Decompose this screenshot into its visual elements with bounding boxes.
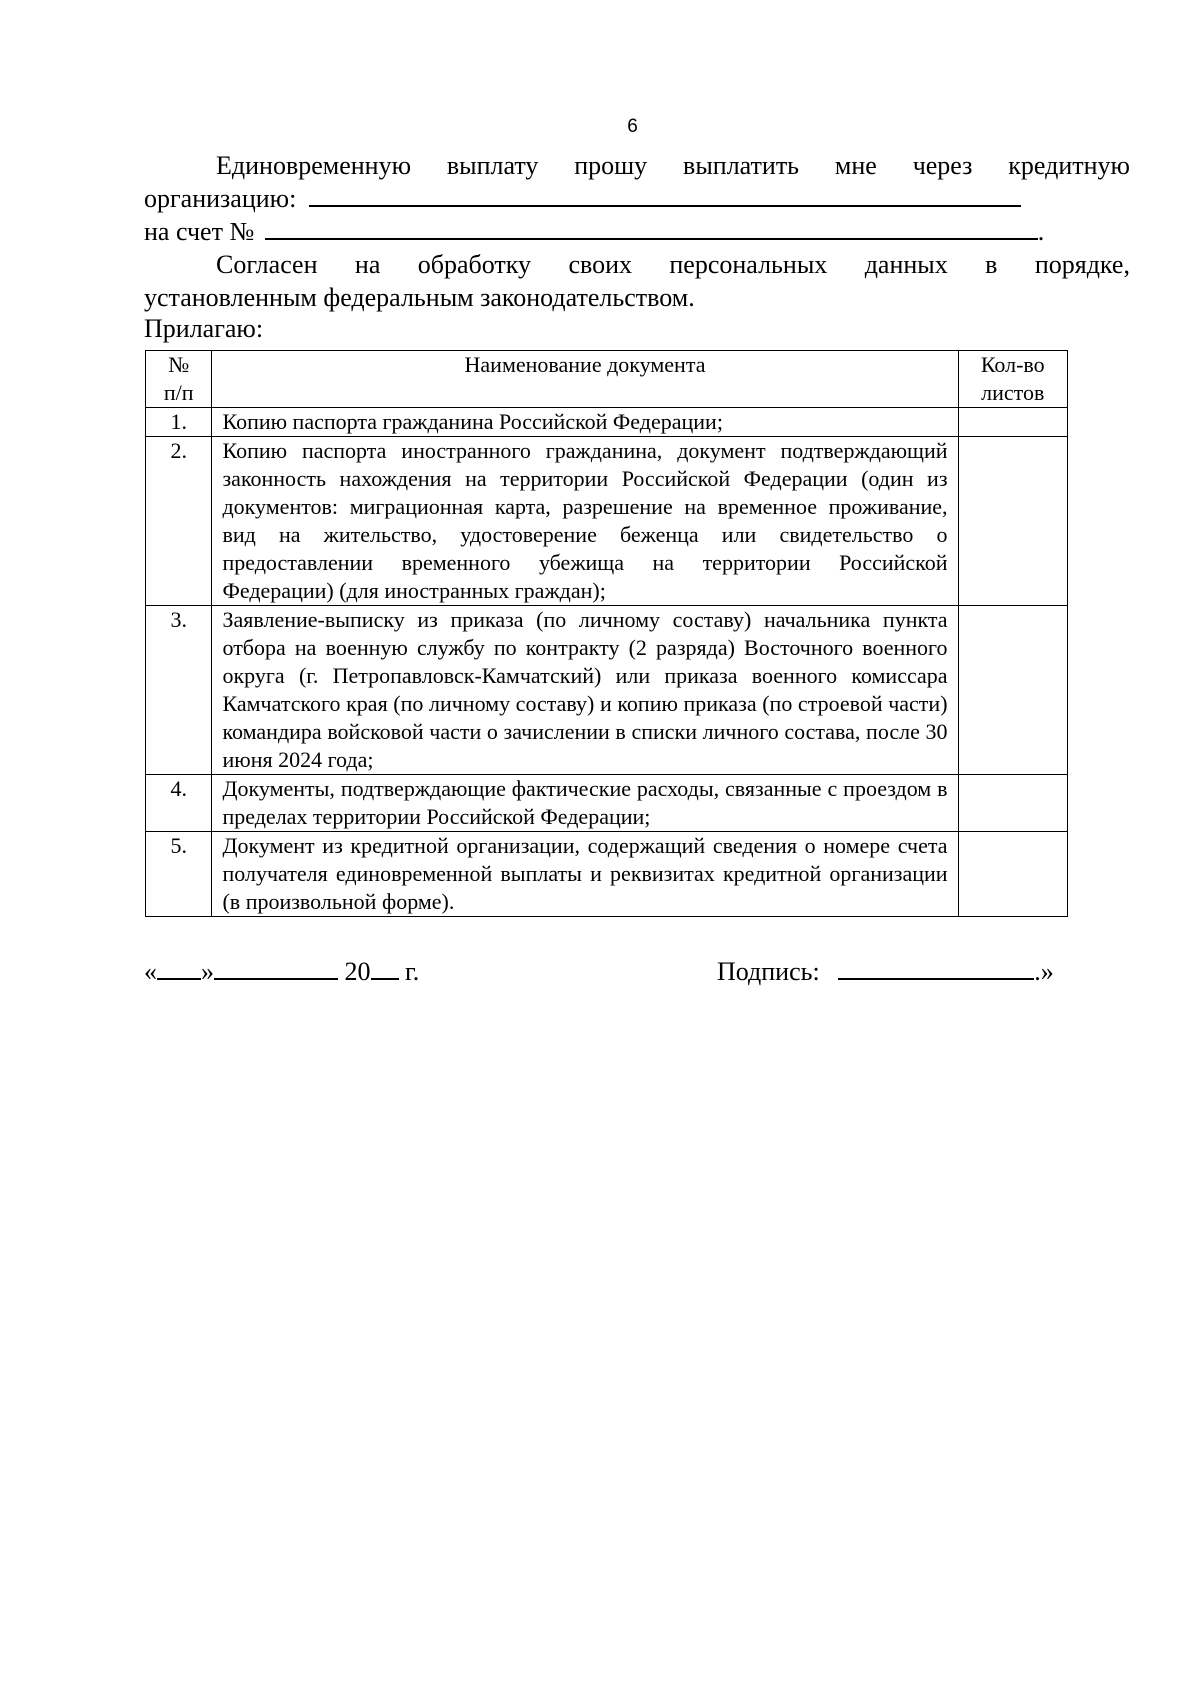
consent-line-2: установленным федеральным законодательством. [144, 283, 695, 312]
signature-line [717, 956, 1054, 988]
word: персональных [669, 250, 828, 279]
table-row [146, 832, 1068, 917]
word: через [912, 151, 973, 180]
open-quote: « [144, 957, 157, 986]
row-number: 2. [146, 437, 212, 606]
word: Единовременную [216, 151, 411, 180]
row-number: 1. [146, 408, 212, 437]
month-field[interactable] [214, 956, 338, 980]
row-number: 3. [146, 606, 212, 775]
word: своих [568, 250, 632, 279]
organization-line [144, 183, 1130, 215]
row-document-name: Копию паспорта иностранного гражданина, документ подтверждающий законность нахождения на территории Российской Федерации (один из документов: миграционная карта, разрешение на временное проживание, вид на жительство, удостоверение беженца или свидетельство о предоставлении временного убежища на территории Российской Федерации) (для иностранных граждан); [212, 437, 958, 606]
row-document-name: Копию паспорта гражданина Российской Федерации; [212, 408, 958, 437]
word: обработку [417, 250, 532, 279]
year-prefix: 20 [344, 957, 371, 986]
consent-line [216, 249, 1130, 281]
word: выплатить [683, 151, 800, 180]
day-field[interactable] [157, 956, 201, 980]
word: данных [864, 250, 948, 279]
attachments-table [145, 350, 1068, 917]
close-quote: » [201, 957, 214, 986]
signature-field[interactable] [838, 956, 1034, 980]
row-sheet-count[interactable] [958, 775, 1067, 832]
row-sheet-count[interactable] [958, 437, 1067, 606]
row-document-name: Документ из кредитной организации, содержащий сведения о номере счета получателя единовременной выплаты и реквизитах кредитной организации (в произвольной форме). [212, 832, 958, 917]
row-number: 4. [146, 775, 212, 832]
row-document-name: Заявление-выписку из приказа (по личному составу) начальника пункта отбора на военную службу по контракту (2 разряда) Восточного военного округа (г. Петропавловск-Камчатский) или приказа военного комиссара Камчатского края (по личному составу) и копию приказа (по строевой части) командира войсковой части о зачислении в списки личного состава, после 30 июня 2024 года; [212, 606, 958, 775]
signature-label: Подпись: [717, 957, 820, 986]
year-field[interactable] [371, 956, 399, 980]
word: порядке, [1034, 250, 1130, 279]
row-sheet-count[interactable] [958, 408, 1067, 437]
row-number: 5. [146, 832, 212, 917]
word: на [354, 250, 381, 279]
year-suffix: г. [405, 957, 420, 986]
table-row [146, 775, 1068, 832]
word: Согласен [216, 250, 318, 279]
word: в [985, 250, 998, 279]
row-sheet-count[interactable] [958, 832, 1067, 917]
table-row [146, 606, 1068, 775]
header-sheet-count: Кол-во листов [958, 351, 1067, 408]
account-number-field[interactable] [265, 216, 1038, 240]
payment-request-line [216, 150, 1130, 182]
table-row [146, 408, 1068, 437]
word: прошу [574, 151, 648, 180]
word: выплату [446, 151, 539, 180]
organization-label: организацию: [144, 184, 297, 213]
row-document-name: Документы, подтверждающие фактические расходы, связанные с проездом в пределах территории Российской Федерации; [212, 775, 958, 832]
table-header-row [146, 351, 1068, 408]
word: мне [834, 151, 877, 180]
account-label: на счет № [144, 217, 255, 246]
account-line [144, 216, 1130, 248]
row-sheet-count[interactable] [958, 606, 1067, 775]
header-number: № п/п [146, 351, 212, 408]
header-document-name: Наименование документа [212, 351, 958, 408]
period: . [1037, 217, 1045, 246]
organization-field[interactable] [309, 183, 1021, 207]
attach-label: Прилагаю: [144, 314, 264, 343]
date-line [144, 956, 419, 988]
word: кредитную [1008, 151, 1130, 180]
table-row [146, 437, 1068, 606]
page-number: 6 [627, 116, 638, 137]
signature-end: .» [1034, 957, 1054, 986]
